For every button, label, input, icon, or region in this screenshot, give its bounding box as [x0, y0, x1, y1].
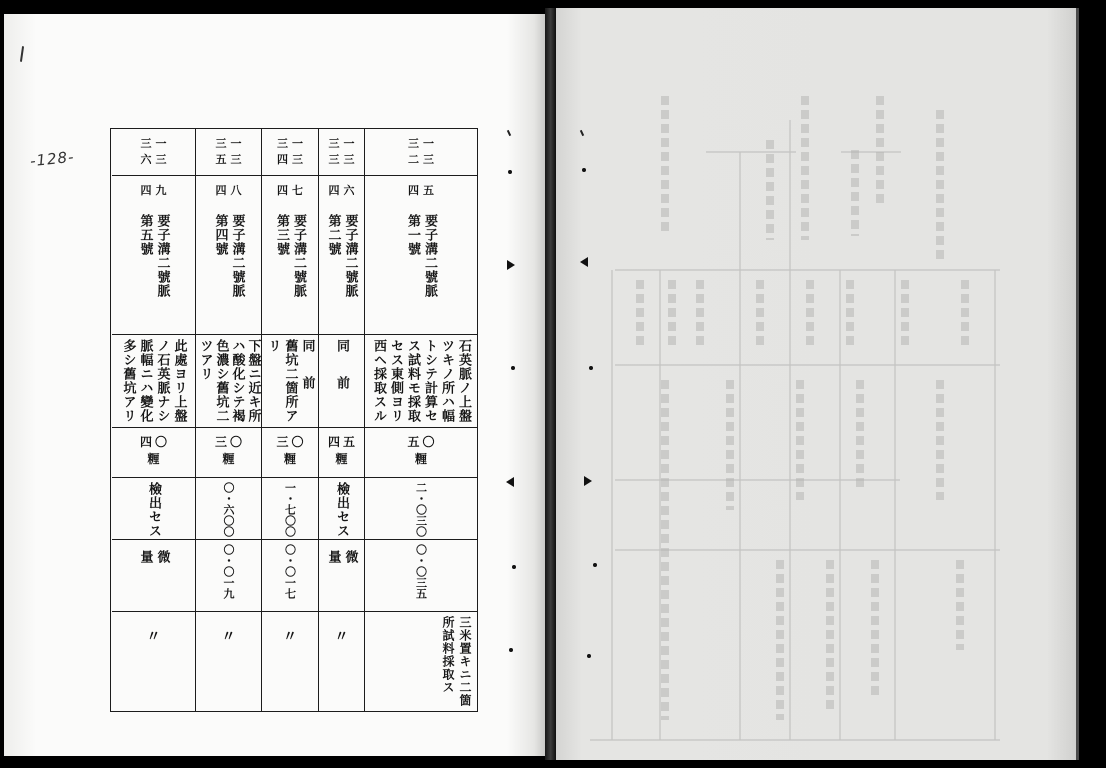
ditto-mark: 〃	[283, 629, 297, 645]
location-cell	[319, 176, 364, 335]
sample-record-1	[365, 129, 477, 711]
remarks-text	[197, 339, 261, 427]
point-number: 第一號	[405, 214, 420, 256]
assay-b-cell	[196, 540, 261, 612]
assay-b-cell	[365, 540, 477, 612]
remarks-cell	[262, 335, 318, 428]
remarks-line: 西ヘ採取スル	[371, 339, 386, 423]
assay-a-cell	[112, 478, 195, 540]
assay-a-value: 一・七〇〇	[283, 482, 297, 537]
note-cell	[112, 612, 195, 710]
binding-mark	[512, 565, 516, 569]
width-unit: 糎	[283, 452, 296, 466]
point-number: 第三號	[274, 214, 289, 256]
binding-mark	[580, 257, 588, 267]
width-value: 三〇	[214, 435, 245, 449]
location-text	[325, 214, 359, 298]
width-value: 四〇	[139, 435, 170, 449]
assay-b-value: 〇・〇一九	[222, 544, 235, 599]
width-cell	[365, 428, 477, 478]
sample-code-cell	[365, 129, 477, 176]
assay-a-value: 檢出セス	[334, 482, 349, 538]
location-text	[273, 214, 307, 298]
sample-code-low: 四九	[140, 184, 171, 197]
location-cell	[262, 176, 318, 335]
note-text	[439, 616, 473, 710]
sample-code-cell	[112, 129, 195, 176]
sample-code-low: 四五	[408, 184, 438, 197]
remarks-line: ツキノ所ハ幅	[439, 339, 454, 423]
vein-name: 要子溝二號脈	[291, 214, 306, 298]
sample-code-top: 三一	[277, 137, 307, 150]
remarks-line: 同前	[299, 339, 315, 413]
remarks-line: 此處ヨリ上盤	[171, 339, 187, 423]
width-cell	[319, 428, 364, 478]
remarks-cell	[365, 335, 477, 428]
note-cell	[365, 612, 477, 710]
remarks-line: 脈幅ニハ變化	[137, 339, 153, 423]
width-cell	[262, 428, 318, 478]
ditto-mark: 〃	[146, 629, 161, 645]
handwritten-page-number: -128-	[29, 147, 76, 171]
note-line: 三米置キニ二箇	[458, 616, 472, 707]
remarks-line: 同前	[334, 339, 349, 413]
note-cell	[262, 612, 318, 710]
bleed-through-texture	[556, 8, 1078, 760]
location-cell	[196, 176, 261, 335]
sample-code-mid: 二三	[408, 153, 438, 166]
sample-code-cell	[196, 129, 261, 176]
remarks-line: 下盤ニ近キ所	[245, 339, 261, 423]
sample-code-top: 三一	[215, 137, 246, 150]
remarks-line: リ	[265, 339, 281, 353]
binding-mark	[587, 654, 591, 658]
remarks-line: ハ酸化シテ褐	[229, 339, 245, 423]
remarks-text	[333, 339, 350, 427]
assay-a-cell	[262, 478, 318, 540]
width-value: 三〇	[276, 435, 307, 449]
note-cell	[196, 612, 261, 710]
sample-record-3	[262, 129, 319, 711]
location-text	[137, 214, 171, 298]
location-text	[212, 214, 246, 298]
sample-record-2	[319, 129, 365, 711]
assay-a-cell	[365, 478, 477, 540]
remarks-text	[370, 339, 472, 427]
vein-name: 要子溝二號脈	[154, 214, 170, 298]
binding-mark	[582, 168, 586, 172]
sample-code-cell	[319, 129, 364, 176]
vein-name: 要子溝二號脈	[342, 214, 358, 298]
point-number: 第五號	[137, 214, 153, 256]
width-value: 五〇	[407, 435, 438, 449]
assay-a-cell	[196, 478, 261, 540]
width-value: 四五	[327, 435, 358, 449]
remarks-line: ノ石英脈ナシ	[154, 339, 170, 423]
assay-b-value: 微量	[137, 550, 170, 599]
vein-name: 要子溝二號脈	[229, 214, 245, 298]
sample-code-low: 四七	[277, 184, 307, 197]
binding-mark	[507, 260, 515, 270]
remarks-line: 石英脈ノ上盤	[456, 339, 471, 423]
width-unit: 糎	[414, 452, 427, 466]
remarks-line: 舊坑二箇所ア	[282, 339, 298, 423]
book-spine	[545, 8, 556, 760]
binding-mark	[589, 366, 593, 370]
sample-code-cell	[262, 129, 318, 176]
sample-code-top: 三一	[328, 137, 359, 150]
assay-b-cell	[319, 540, 364, 612]
sample-code-low: 四六	[328, 184, 359, 197]
bleed-through-strokes	[640, 96, 965, 720]
note-cell	[319, 612, 364, 710]
binding-mark	[511, 366, 515, 370]
sample-code-mid: 四三	[277, 153, 307, 166]
binding-mark	[509, 648, 513, 652]
width-unit: 糎	[147, 452, 160, 466]
remarks-line: ス試料モ採取	[405, 339, 420, 423]
sample-code-top: 三一	[140, 137, 171, 150]
assay-b-cell	[262, 540, 318, 612]
sample-code-top: 三一	[408, 137, 438, 150]
assay-a-cell	[319, 478, 364, 540]
binding-mark	[508, 170, 512, 174]
sample-code-mid: 五三	[215, 153, 246, 166]
remarks-line: ツアリ	[197, 339, 213, 381]
assay-a-value: 〇・六〇〇	[222, 482, 235, 537]
location-cell	[365, 176, 477, 335]
assay-b-cell	[112, 540, 195, 612]
assay-b-value: 微量	[325, 550, 358, 599]
remarks-cell	[196, 335, 261, 428]
assay-table	[110, 128, 478, 712]
remarks-line: 色濃シ舊坑二	[213, 339, 229, 423]
remarks-cell	[319, 335, 364, 428]
remarks-text	[265, 339, 316, 427]
sample-code-low: 四八	[215, 184, 246, 197]
remarks-text	[120, 339, 188, 427]
point-number: 第二號	[325, 214, 341, 256]
location-cell	[112, 176, 195, 335]
assay-b-value: 〇・〇一七	[283, 544, 297, 599]
binding-mark	[506, 477, 514, 487]
sample-record-4	[196, 129, 262, 711]
width-cell	[196, 428, 261, 478]
location-text	[404, 214, 438, 298]
sample-code-mid: 三三	[328, 153, 359, 166]
width-unit: 糎	[335, 452, 348, 466]
ditto-mark: 〃	[334, 629, 349, 645]
remarks-line: 多シ舊坑アリ	[120, 339, 136, 423]
remarks-line: トシテ計算セ	[422, 339, 437, 423]
note-line: 所試料採取ス	[441, 616, 455, 694]
sample-code-mid: 六三	[140, 153, 171, 166]
assay-a-value: 二・〇三〇	[414, 482, 428, 537]
point-number: 第四號	[212, 214, 228, 256]
sample-record-5	[112, 129, 196, 711]
width-unit: 糎	[222, 452, 235, 466]
remarks-cell	[112, 335, 195, 428]
remarks-line: セス東側ヨリ	[388, 339, 403, 423]
binding-mark	[584, 476, 592, 486]
binding-mark	[593, 563, 597, 567]
assay-b-value: 〇・〇三五	[414, 544, 428, 599]
vein-name: 要子溝二號脈	[422, 214, 437, 298]
assay-a-value: 檢出セス	[146, 482, 161, 538]
ditto-mark: 〃	[221, 629, 236, 645]
width-cell	[112, 428, 195, 478]
